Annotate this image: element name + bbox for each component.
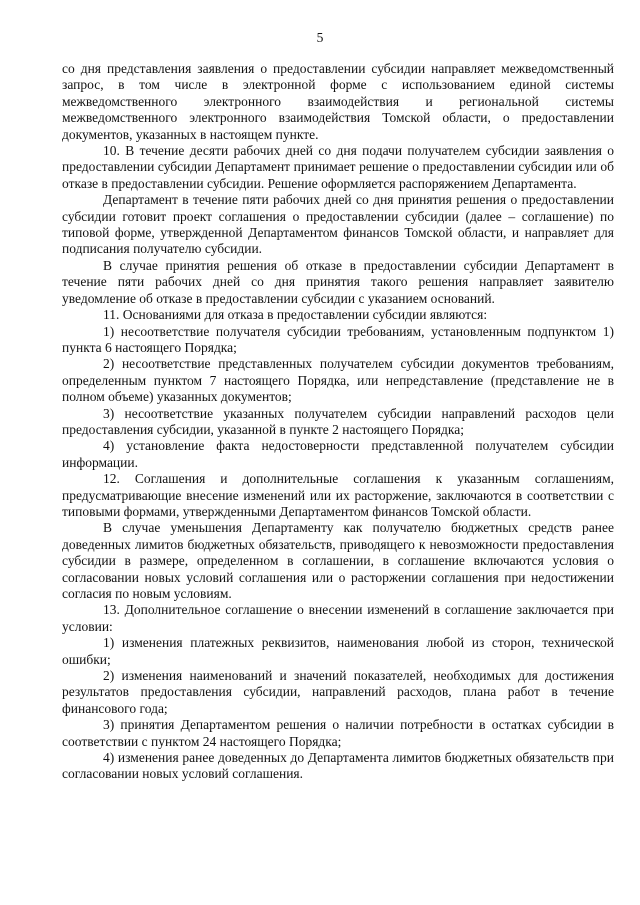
document-body: [62, 61, 614, 783]
list-item-13-1: 1) изменения платежных реквизитов, наименования любой из сторон, технической ошибки;: [62, 635, 614, 667]
list-item-11-4: 4) установление факта недостоверности представленной получателем субсидии информации.: [62, 438, 614, 470]
paragraph-item-10: 10. В течение десяти рабочих дней со дня подачи получателем субсидии заявления о предоставлении субсидии Департамент принимает решение о предоставлении субсидии или об отказе в предоставлении субсидии. Решение оформляется распоряжением Департамента.: [62, 143, 614, 191]
list-item-11-3: 3) несоответствие указанных получателем субсидии направлений расходов цели предоставления субсидии, указанной в пункте 2 настоящего Порядка;: [62, 405, 614, 437]
paragraph-agreement-preparation: Департамент в течение пяти рабочих дней со дня принятия решения о предоставлении субсидии готовит проект соглашения о предоставлении субсидии (далее – соглашение) по типовой форме, утвержденной Департаментом финансов Томской области, и направляет для подписания получателю субсидии.: [62, 192, 614, 257]
list-item-13-4: 4) изменения ранее доведенных до Департамента лимитов бюджетных обязательств при согласовании новых условий соглашения.: [62, 750, 614, 782]
paragraph-refusal-notice: В случае принятия решения об отказе в предоставлении субсидии Департамент в течение пяти рабочих дней со дня принятия такого решения направляет заявителю уведомление об отказе в предоставлении субсидии с указанием оснований.: [62, 257, 614, 306]
paragraph-item-13: 13. Дополнительное соглашение о внесении изменений в соглашение заключается при условии:: [62, 602, 614, 634]
paragraph-continuation: со дня представления заявления о предоставлении субсидии направляет межведомственный запрос, в том числе в электронной форме с использованием единой системы межведомственного электронного взаимодействия и региональной системы межведомственного электронного взаимодействия Томской области, о предоставлении документов, указанных в настоящем пункте.: [62, 61, 614, 142]
list-item-11-2: 2) несоответствие представленных получателем субсидии документов требованиям, определенным пунктом 7 настоящего Порядка, или непредставление (представление не в полном объеме) указанных документов;: [62, 356, 614, 405]
list-item-13-2: 2) изменения наименований и значений показателей, необходимых для достижения результатов предоставления субсидии, направлений расходов, плана работ в течение финансового года;: [62, 668, 614, 716]
page-number: 5: [316, 30, 324, 45]
paragraph-limits-reduction: В случае уменьшения Департаменту как получателю бюджетных средств ранее доведенных лимитов бюджетных обязательств, приводящего к невозможности предоставления субсидии в размере, определенном в соглашении, в соглашение включаются условия о согласовании новых условий соглашения или о расторжении соглашения при недостижении согласия по новым условиям.: [62, 520, 614, 601]
paragraph-item-11: 11. Основаниями для отказа в предоставлении субсидии являются:: [103, 307, 488, 323]
paragraph-item-12: 12. Соглашения и дополнительные соглашения к указанным соглашениям, предусматривающие внесение изменений или их расторжение, заключаются в соответствии с типовыми формами, утвержденными Департаментом финансов Томской области.: [62, 471, 614, 519]
list-item-11-1: 1) несоответствие получателя субсидии требованиям, установленным подпунктом 1) пункта 6 настоящего Порядка;: [62, 323, 614, 355]
list-item-13-3: 3) принятия Департаментом решения о наличии потребности в остатках субсидии в соответствии с пунктом 24 настоящего Порядка;: [62, 717, 614, 749]
